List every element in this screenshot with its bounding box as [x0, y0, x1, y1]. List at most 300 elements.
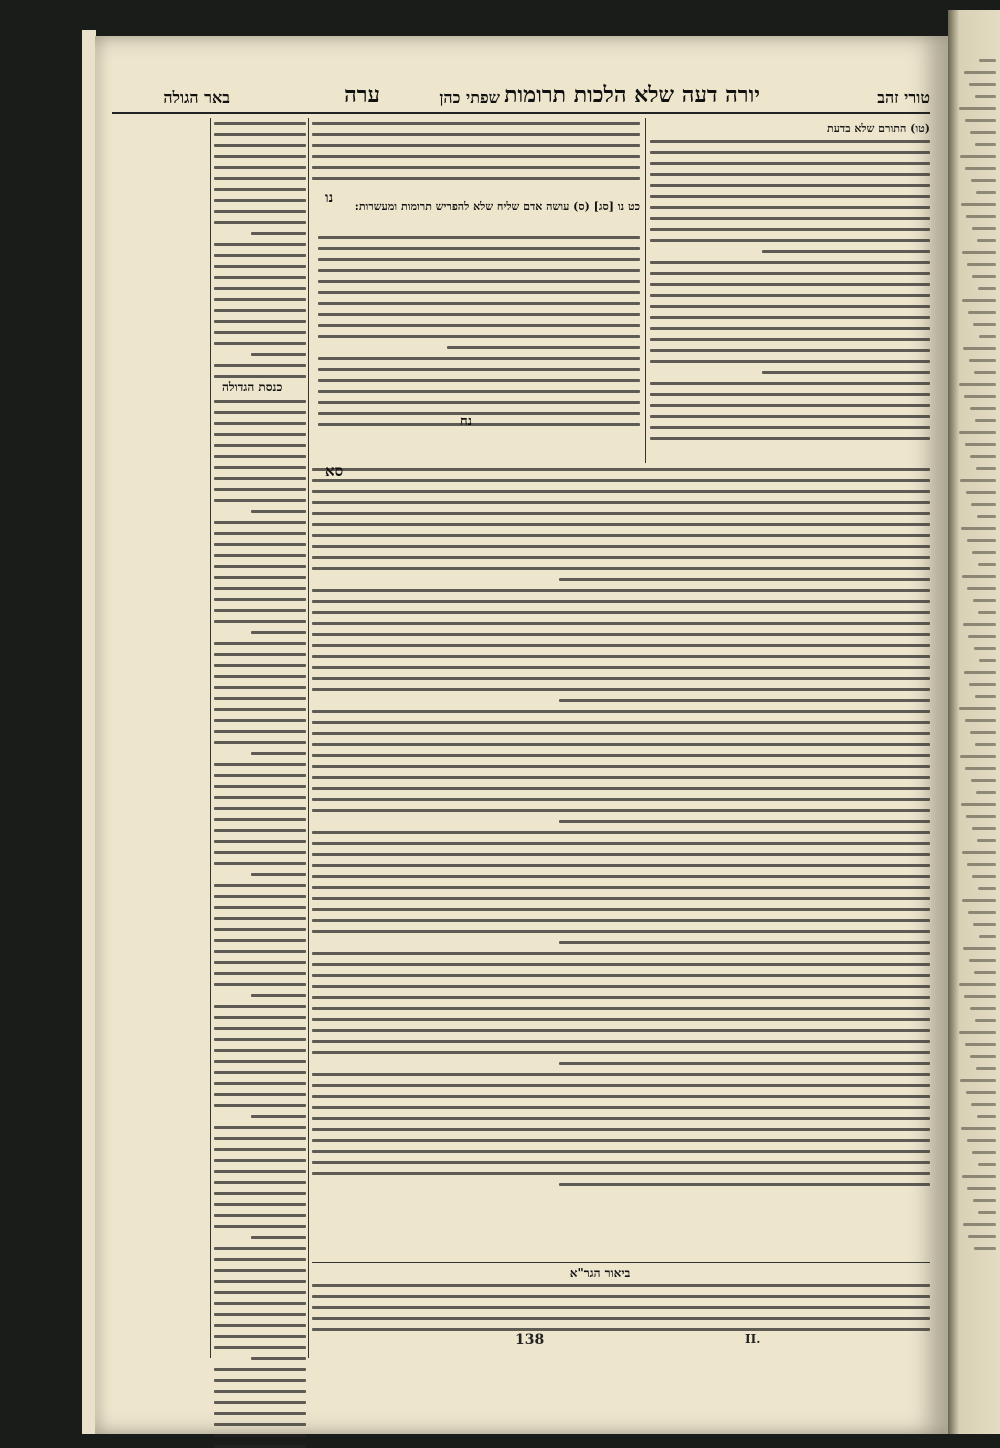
text-line [312, 1284, 930, 1287]
facing-text-line [975, 419, 996, 422]
facing-text-line [962, 851, 996, 854]
facing-text-line [959, 983, 996, 986]
gra-heading: ביאור הגר"א [569, 1266, 631, 1280]
text-line [312, 490, 930, 493]
header-rule [112, 112, 930, 114]
text-line [312, 974, 930, 977]
facing-text-line [970, 731, 996, 734]
wide-commentary [312, 468, 930, 1258]
text-line [214, 642, 306, 645]
facing-text-line [972, 275, 996, 278]
text-line [214, 851, 306, 854]
text-line [312, 732, 930, 735]
facing-text-line [972, 227, 996, 230]
text-line [214, 950, 306, 953]
text-line [214, 1368, 306, 1371]
facing-text-line [973, 599, 996, 602]
facing-text-line [973, 923, 996, 926]
text-line [312, 1029, 930, 1032]
facing-text-line [973, 1199, 996, 1202]
facing-text-line [963, 947, 996, 950]
text-line [312, 479, 930, 482]
text-line [762, 250, 930, 253]
text-line [214, 1280, 306, 1283]
marker-sa: סא [325, 462, 344, 480]
text-line [650, 261, 930, 264]
text-line [214, 320, 306, 323]
text-line [312, 622, 930, 625]
text-line [312, 754, 930, 757]
facing-text-line [962, 1175, 996, 1178]
text-line [214, 1379, 306, 1382]
text-line [312, 710, 930, 713]
text-line [650, 327, 930, 330]
text-line [214, 862, 306, 865]
text-line [251, 1357, 306, 1360]
facing-text-line [966, 1091, 996, 1094]
facing-text-line [971, 503, 996, 506]
text-line [251, 1236, 306, 1239]
facing-text-line [966, 215, 996, 218]
facing-text-line [977, 515, 996, 518]
text-line [214, 122, 306, 125]
text-line [312, 743, 930, 746]
facing-page-edge [948, 10, 1000, 1434]
text-line [214, 411, 306, 414]
text-line [318, 368, 640, 371]
column-divider [645, 118, 646, 463]
text-line [214, 364, 306, 367]
header-title: יורה דעה שלא הלכות תרומות [504, 82, 760, 108]
facing-text-line [964, 671, 996, 674]
text-line [318, 236, 640, 239]
text-line [559, 699, 930, 702]
text-line [650, 195, 930, 198]
text-line [214, 1137, 306, 1140]
text-line [318, 247, 640, 250]
text-line [318, 269, 640, 272]
text-line [214, 1181, 306, 1184]
text-line [214, 928, 306, 931]
text-line [214, 1412, 306, 1415]
page-number: 138 [515, 1332, 545, 1348]
facing-text-line [969, 359, 996, 362]
facing-text-line [972, 827, 996, 830]
facing-text-line [974, 1247, 996, 1250]
text-line [650, 184, 930, 187]
text-line [214, 342, 306, 345]
text-line [214, 422, 306, 425]
facing-text-line [976, 191, 996, 194]
facing-text-line [978, 887, 996, 890]
text-line [312, 644, 930, 647]
text-line [214, 1346, 306, 1349]
text-line [214, 1093, 306, 1096]
column-divider [308, 118, 309, 1358]
text-line [312, 897, 930, 900]
text-line [312, 589, 930, 592]
text-line [559, 578, 930, 581]
text-line [312, 985, 930, 988]
text-line [214, 1016, 306, 1019]
text-line [312, 1306, 930, 1309]
page-edge-stack [82, 30, 96, 1434]
beer-hagolah-column [214, 122, 306, 362]
text-line [650, 162, 930, 165]
text-line [650, 140, 930, 143]
text-line [312, 1117, 930, 1120]
text-line [318, 379, 640, 382]
text-line [312, 512, 930, 515]
text-line [214, 972, 306, 975]
text-line [650, 426, 930, 429]
text-line [214, 543, 306, 546]
text-line [312, 545, 930, 548]
facing-text-line [969, 683, 996, 686]
text-line [312, 963, 930, 966]
text-line [214, 1082, 306, 1085]
text-line [312, 655, 930, 658]
facing-text-line [962, 299, 996, 302]
facing-text-line [977, 1115, 996, 1118]
text-line [650, 305, 930, 308]
text-line [214, 1192, 306, 1195]
text-line [312, 556, 930, 559]
text-line [312, 1172, 930, 1175]
text-line [214, 210, 306, 213]
text-line [214, 1434, 306, 1437]
text-line [214, 1126, 306, 1129]
main-text [318, 236, 640, 462]
text-line [214, 587, 306, 590]
text-line [214, 1104, 306, 1107]
text-line [312, 567, 930, 570]
text-line [214, 708, 306, 711]
facing-text-line [964, 71, 996, 74]
text-line [214, 375, 306, 378]
header-far-left-label: באר הגולה [163, 88, 230, 107]
text-line [312, 765, 930, 768]
text-line [312, 1161, 930, 1164]
text-line [214, 1027, 306, 1030]
text-line [650, 349, 930, 352]
facing-text-line [967, 1139, 996, 1142]
text-line [214, 840, 306, 843]
text-line [318, 401, 640, 404]
facing-text-line [974, 647, 996, 650]
text-line [312, 1095, 930, 1098]
text-line [251, 873, 306, 876]
facing-text-line [960, 1079, 996, 1082]
text-line [312, 908, 930, 911]
text-line [312, 1150, 930, 1153]
facing-text-line [979, 335, 996, 338]
facing-text-line [959, 431, 996, 434]
text-line [214, 719, 306, 722]
text-line [214, 1203, 306, 1206]
text-line [318, 412, 640, 415]
facing-text-line [975, 95, 996, 98]
text-line [650, 173, 930, 176]
text-line [312, 776, 930, 779]
text-line [214, 1071, 306, 1074]
facing-text-line [975, 1019, 996, 1022]
facing-text-line [959, 707, 996, 710]
text-line [318, 357, 640, 360]
text-line [214, 532, 306, 535]
text-line [318, 313, 640, 316]
facing-text-line [970, 131, 996, 134]
text-line [214, 1170, 306, 1173]
facing-text-line [968, 635, 996, 638]
text-line [214, 1291, 306, 1294]
text-line [650, 338, 930, 341]
taz-opening: (טו) התורם שלא בדעת [827, 122, 930, 135]
section-rule [312, 1262, 930, 1263]
text-line [214, 1038, 306, 1041]
facing-text-line [965, 767, 996, 770]
facing-text-line [960, 479, 996, 482]
text-line [214, 565, 306, 568]
facing-text-line [962, 251, 996, 254]
text-line [312, 1073, 930, 1076]
facing-text-line [963, 1223, 996, 1226]
text-line [312, 122, 640, 125]
text-line [214, 1148, 306, 1151]
kneset-column [214, 400, 306, 1400]
header-right-label: טורי זהב [877, 88, 930, 107]
text-line [214, 686, 306, 689]
kneset-heading: כנסת הגדולה [222, 380, 283, 394]
text-line [214, 221, 306, 224]
text-line [312, 688, 930, 691]
facing-text-line [971, 779, 996, 782]
text-line [251, 994, 306, 997]
facing-text-line [974, 971, 996, 974]
text-line [214, 961, 306, 964]
text-line [650, 228, 930, 231]
text-line [214, 796, 306, 799]
text-line [650, 151, 930, 154]
facing-text-line [960, 155, 996, 158]
text-line [312, 842, 930, 845]
facing-text-line [968, 911, 996, 914]
text-line [312, 677, 930, 680]
facing-text-line [977, 239, 996, 242]
facing-text-line [967, 1187, 996, 1190]
text-line [214, 1302, 306, 1305]
facing-text-line [976, 467, 996, 470]
text-line [214, 1159, 306, 1162]
text-line [214, 906, 306, 909]
running-header [110, 80, 930, 120]
text-line [214, 331, 306, 334]
text-line [214, 433, 306, 436]
text-line [312, 721, 930, 724]
text-line [251, 1115, 306, 1118]
text-line [312, 611, 930, 614]
text-line [650, 382, 930, 385]
text-line [318, 258, 640, 261]
seif-heading: כט נו [סג] (ס) עושה אדם שליח שלא להפריש תרומות ומעשרות: [354, 200, 640, 213]
facing-text-line [979, 935, 996, 938]
text-line [251, 510, 306, 513]
text-line [214, 818, 306, 821]
facing-text-line [965, 1043, 996, 1046]
text-line [214, 939, 306, 942]
text-line [214, 1005, 306, 1008]
text-line [312, 177, 640, 180]
facing-text-line [963, 623, 996, 626]
header-left-label: שפתי כהן [439, 88, 500, 107]
text-line [559, 820, 930, 823]
text-line [214, 1423, 306, 1426]
text-line [214, 1390, 306, 1393]
facing-text-line [971, 1103, 996, 1106]
text-line [650, 360, 930, 363]
text-line [312, 600, 930, 603]
text-line [312, 1328, 930, 1331]
text-line [312, 930, 930, 933]
facing-text-line [975, 743, 996, 746]
facing-text-line [959, 107, 996, 110]
text-line [214, 287, 306, 290]
facing-text-line [961, 1127, 996, 1130]
text-line [650, 294, 930, 297]
text-line [318, 423, 640, 426]
text-line [312, 1295, 930, 1298]
text-line [214, 1247, 306, 1250]
facing-text-line [966, 815, 996, 818]
text-line [650, 206, 930, 209]
text-line [312, 1051, 930, 1054]
facing-text-line [964, 995, 996, 998]
text-line [318, 291, 640, 294]
text-line [312, 133, 640, 136]
text-line [214, 697, 306, 700]
facing-text-line [961, 203, 996, 206]
text-line [214, 144, 306, 147]
text-line [214, 188, 306, 191]
text-line [214, 477, 306, 480]
facing-text-line [965, 167, 996, 170]
text-line [214, 1214, 306, 1217]
facing-text-line [970, 1007, 996, 1010]
facing-text-line [974, 371, 996, 374]
text-line [214, 400, 306, 403]
facing-text-line [978, 1163, 996, 1166]
text-line [251, 752, 306, 755]
text-line [214, 664, 306, 667]
text-line [318, 302, 640, 305]
text-line [312, 468, 930, 471]
text-line [447, 346, 640, 349]
facing-text-line [966, 491, 996, 494]
facing-text-line [967, 587, 996, 590]
text-line [214, 298, 306, 301]
text-line [214, 166, 306, 169]
text-line [214, 1049, 306, 1052]
text-line [318, 335, 640, 338]
facing-text-line [972, 551, 996, 554]
facing-text-line [959, 383, 996, 386]
facing-text-line [959, 1031, 996, 1034]
text-line [559, 941, 930, 944]
facing-text-line [979, 59, 996, 62]
text-line [312, 996, 930, 999]
text-line [312, 1018, 930, 1021]
text-line [312, 886, 930, 889]
text-line [318, 324, 640, 327]
text-line [312, 853, 930, 856]
text-line [312, 1084, 930, 1087]
text-line [650, 272, 930, 275]
text-line [214, 1258, 306, 1261]
text-line [214, 675, 306, 678]
facing-text-line [964, 395, 996, 398]
taz-column [650, 122, 930, 462]
text-line [312, 1317, 930, 1320]
text-line [214, 155, 306, 158]
text-line [214, 554, 306, 557]
text-line [214, 741, 306, 744]
text-line [214, 199, 306, 202]
text-line [214, 884, 306, 887]
facing-text-line [961, 527, 996, 530]
text-line [650, 283, 930, 286]
text-line [214, 774, 306, 777]
shach-column [312, 122, 640, 192]
facing-text-line [970, 455, 996, 458]
text-line [312, 155, 640, 158]
text-line [214, 598, 306, 601]
text-line [214, 488, 306, 491]
text-line [251, 353, 306, 356]
text-line [312, 1139, 930, 1142]
facing-text-line [960, 755, 996, 758]
text-line [214, 917, 306, 920]
text-line [312, 1128, 930, 1131]
text-line [214, 983, 306, 986]
text-line [214, 243, 306, 246]
facing-text-line [978, 563, 996, 566]
text-line [251, 631, 306, 634]
text-line [214, 1313, 306, 1316]
text-line [214, 609, 306, 612]
text-line [312, 1007, 930, 1010]
text-line [214, 1324, 306, 1327]
text-line [312, 1106, 930, 1109]
text-line [214, 1335, 306, 1338]
text-line [214, 829, 306, 832]
text-line [312, 809, 930, 812]
facing-text-line [967, 539, 996, 542]
text-line [214, 730, 306, 733]
text-line [214, 1269, 306, 1272]
text-line [312, 864, 930, 867]
text-line [312, 952, 930, 955]
facing-text-line [967, 263, 996, 266]
facing-text-line [970, 407, 996, 410]
facing-text-line [969, 83, 996, 86]
marker-nch: נח [460, 414, 472, 429]
facing-text-line [965, 443, 996, 446]
facing-text-line [978, 1211, 996, 1214]
text-line [214, 576, 306, 579]
text-line [650, 316, 930, 319]
text-line [762, 371, 930, 374]
facing-text-line [976, 1067, 996, 1070]
